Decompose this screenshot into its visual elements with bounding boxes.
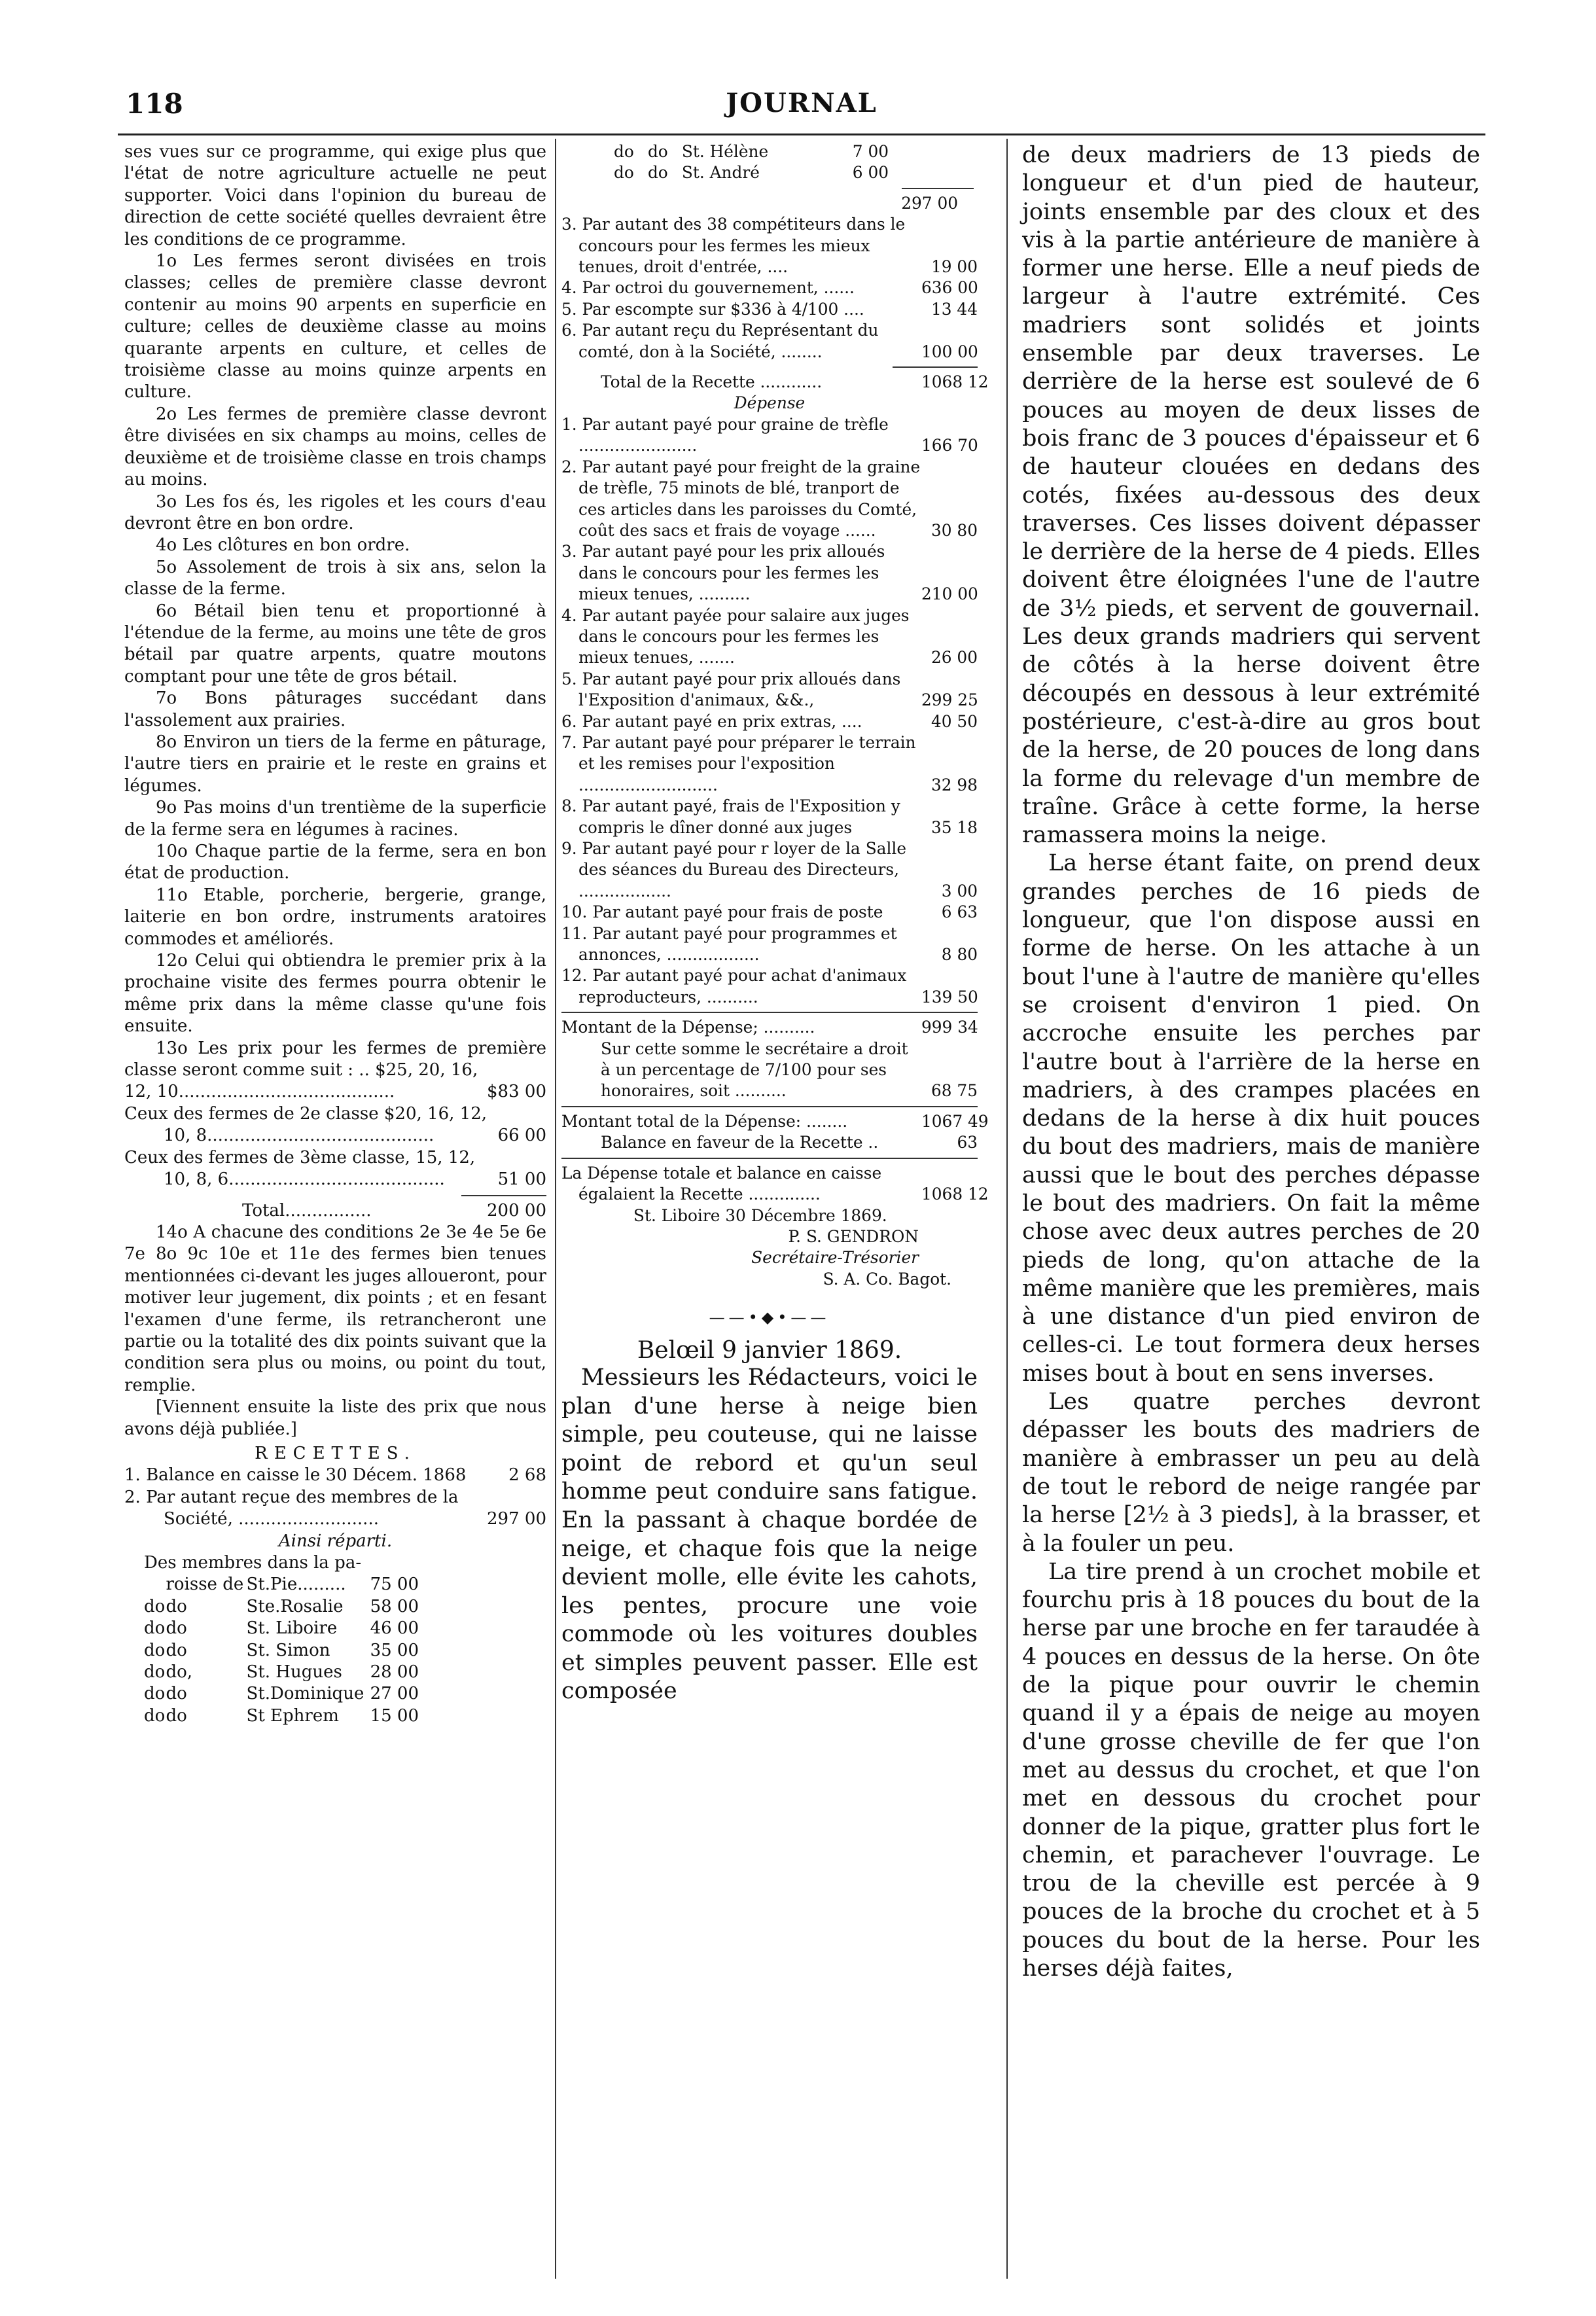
parish-subtotal: 297 00 bbox=[901, 193, 958, 213]
montant-row bbox=[561, 1017, 978, 1038]
parish-name: St. Simon bbox=[246, 1640, 330, 1660]
condition-4: 4o Les clôtures en bon ordre. bbox=[156, 535, 410, 556]
column-left bbox=[124, 141, 546, 1727]
balance-label: Balance en faveur de la Recette .. bbox=[601, 1133, 879, 1152]
prize-row bbox=[124, 1081, 546, 1103]
condition-14: 14o A chacune des conditions 2e 3e 4e 5e 6e 7e 8o 9c 10e et 11e des fermes bien tenues mentionnées ci-devant les juges alloueront, pour motiver leur jugement, dix points ; et en fesant l'examen d'une ferme, ils retrancheront une partie ou la totalité des dix points suivant que la condition sera plus ou moins, ou point du tout, remplie. bbox=[124, 1222, 546, 1395]
prize-label: Ceux des fermes de 2e classe $20, 16, 12, bbox=[124, 1103, 487, 1124]
recette-amount: 2 68 bbox=[508, 1465, 546, 1486]
recette-item bbox=[561, 214, 978, 277]
depense-item-amount: 40 50 bbox=[931, 711, 978, 731]
depense-item-label: 9. Par autant payé pour r loyer de la Salle des séances du Bureau des Directeurs, .................. bbox=[561, 839, 907, 900]
parish-row bbox=[614, 162, 889, 183]
depense-items bbox=[561, 414, 978, 1008]
depense-item-amount: 26 00 bbox=[931, 648, 978, 668]
parish-name: St.Pie......... bbox=[246, 1575, 346, 1595]
recette-label: 1. Balance en caisse le 30 Décem. 1868 bbox=[124, 1465, 467, 1486]
sum-rule bbox=[902, 188, 974, 189]
prize-amount: 51 00 bbox=[497, 1169, 546, 1190]
prize-total-label: Total................ bbox=[242, 1200, 372, 1220]
recette-item bbox=[561, 299, 978, 320]
ditto-mark: do bbox=[144, 1618, 166, 1639]
parish-row bbox=[144, 1596, 419, 1618]
recette-amount: 297 00 bbox=[487, 1509, 546, 1529]
depense-item-amount: 6 63 bbox=[941, 902, 978, 922]
ornament-divider: ——•◆•—— bbox=[709, 1308, 830, 1327]
ditto-mark: roisse de bbox=[166, 1575, 244, 1595]
recette-item-label: 4. Par octroi du gouvernement, ...... bbox=[561, 278, 855, 298]
depense-item-label: 6. Par autant payé en prix extras, .... bbox=[561, 711, 862, 731]
depense-item-amount: 35 18 bbox=[931, 817, 978, 837]
depense-item-amount: 32 98 bbox=[931, 775, 978, 794]
prize-total-amount: 200 00 bbox=[487, 1200, 546, 1220]
recette-row bbox=[124, 1465, 546, 1486]
prize-label: 10, 8, 6........................................ bbox=[164, 1169, 445, 1190]
parish-table bbox=[144, 1574, 419, 1727]
place-date: St. Liboire 30 Décembre 1869. bbox=[633, 1205, 887, 1225]
montant-amount: 999 34 bbox=[921, 1018, 978, 1037]
depense-item bbox=[561, 732, 978, 796]
column-divider-1 bbox=[555, 139, 556, 2279]
running-title: JOURNAL bbox=[726, 88, 878, 118]
signature-org: S. A. Co. Bagot. bbox=[823, 1269, 951, 1289]
montant-total-amount: 1067 49 bbox=[921, 1111, 989, 1131]
parish-amount: 27 00 bbox=[370, 1684, 419, 1704]
depense-item-label: 8. Par autant payé, frais de l'Exposition y compris le dîner donné aux juges bbox=[561, 796, 900, 837]
condition-1: 1o Les fermes seront divisées en trois classes; celles de première classe devront contenir au moins 90 arpents en superficie en culture; celles de deuxième classe au moins quarante arpents en culture, et celles de troisième classe au moins quinze arpents en culture. bbox=[124, 251, 546, 402]
condition-12: 12o Celui qui obtiendra le premier prix à la prochaine visite des fermes pourra obtenir le même prix dans la même classe qu'une fois ensuite. bbox=[124, 951, 546, 1037]
balance-row bbox=[561, 1132, 978, 1153]
recette-label: 2. Par autant reçue des membres de la bbox=[124, 1487, 459, 1507]
ditto-mark: do bbox=[166, 1684, 187, 1704]
recette-item-amount: 100 00 bbox=[921, 342, 978, 361]
depense-item-label: 12. Par autant payé pour achat d'animaux reproducteurs, .......... bbox=[561, 966, 907, 1007]
condition-2: 2o Les fermes de première classe devront être divisées en six champs au moins, celles de deuxième et de troisième classe en trois champs au moins. bbox=[124, 404, 546, 490]
parish-amount: 58 00 bbox=[370, 1596, 419, 1616]
prize-row bbox=[124, 1125, 546, 1147]
ditto-mark: do bbox=[166, 1618, 187, 1639]
paragraph: La tire prend à un crochet mobile et fourchu pris à 18 pouces du bout de la herse par une broche en fer taraudée à 4 pouces en dessus de la herse. On ôte de la pique pour ouvrir le chemin quand il y a épais de neige au moyen d'une grosse cheville de fer que l'on met au dessus du crochet, et que l'on met en dessous du crochet pour donner de la pique, gratter plus fort le chemin, et parachever l'ouvrage. Le trou de la cheville est percée à 9 pouces de la broche du crochet et à 5 pouces du bout de la herse. Pour les herses déjà faites, bbox=[1022, 1558, 1480, 1982]
ditto-mark: do bbox=[166, 1705, 187, 1726]
depense-item bbox=[561, 902, 978, 923]
depense-item bbox=[561, 414, 978, 457]
recette-item-amount: 636 00 bbox=[921, 278, 978, 298]
parish-row bbox=[144, 1662, 419, 1683]
prize-intro: 13o Les prix pour les fermes de première classe seront comme suit : .. $25, 20, 16, bbox=[124, 1038, 546, 1080]
recette-item bbox=[561, 277, 978, 298]
depense-item bbox=[561, 923, 978, 966]
depense-item bbox=[561, 605, 978, 669]
parish-amount: 6 00 bbox=[852, 163, 889, 183]
parish-name: St. Hugues bbox=[246, 1662, 342, 1683]
parish-name: St. Liboire bbox=[246, 1618, 338, 1639]
condition-5: 5o Assolement de trois à six ans, selon la classe de la ferme. bbox=[124, 557, 546, 599]
prize-row bbox=[124, 1169, 546, 1190]
prize-amount: $83 00 bbox=[487, 1082, 546, 1102]
parish-amount: 46 00 bbox=[370, 1618, 419, 1639]
ditto-mark bbox=[144, 1574, 166, 1595]
depense-item-label: 3. Par autant payé pour les prix alloués dans le concours pour les fermes les mieux tenues, .......... bbox=[561, 542, 885, 604]
condition-11: 11o Etable, porcherie, bergerie, grange, laiterie en bon ordre, instruments aratoires commodes et améliorés. bbox=[124, 885, 546, 949]
recette-item-label: 6. Par autant reçu du Représentant du comté, don à la Société, ........ bbox=[561, 321, 879, 361]
column-divider-2 bbox=[1006, 139, 1008, 2279]
signature-title: Secrétaire-Trésorier bbox=[751, 1248, 919, 1268]
parish-amount: 15 00 bbox=[370, 1705, 419, 1726]
montant-total-label: Montant total de la Dépense: ........ bbox=[561, 1111, 848, 1131]
recette-item bbox=[561, 320, 978, 363]
parish-amount: 75 00 bbox=[370, 1575, 419, 1595]
depense-item-amount: 299 25 bbox=[921, 690, 978, 710]
column-right bbox=[1022, 141, 1480, 1983]
condition-10: 10o Chaque partie de la ferme, sera en bon état de production. bbox=[124, 842, 546, 883]
paragraph: La herse étant faite, on prend deux grandes perches de 16 pieds de longueur, que l'on dispose aussi en forme de herse. On les attache à un bout l'une à l'autre de manière qu'elles se croisent d'environ 1 pied. On accroche ensuite les perches par l'autre bout à l'arrière de la herse en madriers, à des crampes placées en dedans de la herse à dix huit pouces du bout des madriers, mais de manière aussi que le bout des perches dépasse le bout des madriers. On fait la même chose avec deux autres perches de 20 pieds de long, qu'on attache de la même manière que les premières, mais à une distance d'un pied environ de celles-ci. Le tout formera deux herses mises bout à bout en sens inverses. bbox=[1022, 850, 1480, 1387]
condition-7: 7o Bons pâturages succédant dans l'assolement aux prairies. bbox=[124, 688, 546, 730]
ditto-mark: do bbox=[144, 1640, 166, 1660]
parish-row bbox=[144, 1640, 419, 1662]
recette-row bbox=[124, 1508, 546, 1530]
depense-item bbox=[561, 457, 978, 542]
sum-rule bbox=[461, 1195, 546, 1196]
ditto-mark: do bbox=[144, 1596, 166, 1616]
depense-item-amount: 8 80 bbox=[941, 945, 978, 965]
condition-3: 3o Les fos és, les rigoles et les cours d'eau devront être en bon ordre. bbox=[124, 491, 546, 533]
parish-row bbox=[144, 1705, 419, 1727]
page-header bbox=[118, 84, 1485, 131]
ditto-mark: do bbox=[647, 163, 668, 183]
total-recette-label: Total de la Recette ............ bbox=[601, 372, 823, 392]
editor-note: [Viennent ensuite la liste des prix que nous avons déjà publiée.] bbox=[124, 1397, 546, 1439]
full-rule bbox=[561, 1158, 978, 1159]
parish-name: Ste.Rosalie bbox=[246, 1596, 344, 1616]
depense-item-label: 10. Par autant payé pour frais de poste bbox=[561, 902, 883, 922]
ditto-mark: do, bbox=[166, 1662, 193, 1683]
depense-item-label: 4. Par autant payée pour salaire aux juges dans le concours pour les fermes les mieux tenues, ....... bbox=[561, 605, 910, 668]
conclusion-amount: 1068 12 bbox=[921, 1185, 989, 1204]
condition-9: 9o Pas moins d'un trentième de la superficie de la ferme sera en légumes à racines. bbox=[124, 798, 546, 840]
depense-item-label: 2. Par autant payé pour freight de la graine de trèfle, 75 minots de blé, tranport de ces articles dans les paroisses du Comté, coût des sacs et frais de voyage ...... bbox=[561, 457, 921, 540]
parish-name: St. André bbox=[681, 163, 760, 183]
sum-rule bbox=[893, 366, 978, 368]
prize-total-row bbox=[124, 1200, 546, 1222]
parish-row bbox=[144, 1574, 419, 1595]
parish-row bbox=[614, 141, 889, 162]
signature-name: P. S. GENDRON bbox=[788, 1226, 919, 1246]
parish-name: St. Hélène bbox=[681, 142, 769, 161]
full-rule bbox=[561, 1106, 978, 1107]
depense-item-label: 11. Par autant payé pour programmes et annonces, .................. bbox=[561, 923, 897, 965]
conclusion-row bbox=[561, 1163, 989, 1205]
parish-row bbox=[144, 1683, 419, 1705]
parish-amount: 7 00 bbox=[852, 142, 889, 161]
column-middle bbox=[561, 141, 989, 1706]
members-intro: Des membres dans la pa- bbox=[144, 1553, 362, 1573]
ditto-mark: do bbox=[166, 1596, 187, 1616]
prize-label: 12, 10........................................ bbox=[124, 1082, 395, 1102]
recette-item-label: 5. Par escompte sur $336 à 4/100 .... bbox=[561, 299, 864, 319]
parish-name: St Ephrem bbox=[246, 1705, 339, 1726]
ditto-mark: do bbox=[144, 1705, 166, 1726]
paragraph: Les quatre perches devront dépasser les bouts des madriers de manière à embrasser un peu au delà de tout le rebord de neige rangée par la herse [2½ à 3 pieds], à la brasser, et à la fouler un peu. bbox=[1022, 1389, 1480, 1557]
full-rule bbox=[561, 1012, 978, 1013]
recette-label: Société, .......................... bbox=[164, 1509, 379, 1529]
total-recette-row bbox=[561, 372, 989, 393]
depense-item bbox=[561, 669, 978, 711]
ditto-mark: do bbox=[144, 1684, 166, 1704]
parish-name: St.Dominique bbox=[246, 1684, 364, 1704]
depense-item-amount: 166 70 bbox=[921, 436, 978, 455]
recette-item-amount: 13 44 bbox=[931, 299, 978, 319]
parish-table-cont bbox=[614, 141, 889, 184]
depense-item-amount: 3 00 bbox=[941, 881, 978, 900]
secretary-row bbox=[561, 1039, 978, 1102]
total-recette-amount: 1068 12 bbox=[921, 372, 989, 392]
paragraph: ses vues sur ce programme, qui exige plus que l'état de notre agriculture actuelle ne peut supporter. Voici dans l'opinion du bureau de direction de cette société quelles devraient être les conditions de ce programme. bbox=[124, 142, 546, 249]
depense-item bbox=[561, 796, 978, 838]
prize-label: Ceux des fermes de 3ème classe, 15, 12, bbox=[124, 1147, 476, 1167]
letter-text: Messieurs les Rédacteurs, voici le plan d'une herse à neige bien simple, peu couteuse, qui ne laisse point de rebord et qu'un seul homme peut conduire sans fatigue. En la passant à chaque bordée de neige, et chaque fois que la neige devient molle, elle évite les cahots, les pentes, procure une voie commode où les voitures doubles et simples peuvent passer. Elle est composée bbox=[561, 1364, 978, 1705]
depense-item bbox=[561, 541, 978, 605]
depense-item-label: 7. Par autant payé pour préparer le terrain et les remises pour l'exposition ........................... bbox=[561, 732, 916, 794]
prize-label: 10, 8.......................................... bbox=[164, 1126, 434, 1146]
depense-heading: Dépense bbox=[734, 393, 806, 413]
ditto-mark: do bbox=[614, 163, 634, 183]
paragraph: de deux madriers de 13 pieds de longueur et d'un pied de hauteur, joints ensemble par des cloux et des vis à la partie antérieure de manière à former une herse. Elle a neuf pieds de largeur à l'autre extrémité. Ces madriers sont solidés et joints ensemble par deux traverses. Le derrière de la herse est soulevé de 6 pouces au moyen de deux lisses de bois franc de 3 pouces d'épaisseur et 6 de hauteur clouées en dedans des cotés, fixées au-dessous des deux traverses. Ces lisses doivent dépasser le derrière de la herse de 4 pieds. Elles doivent être éloignées l'une de l'autre de 3½ pieds, et servent de gouvernail. Les deux grands madriers qui servent de côtés à la herse doivent être découpés en dessous à leur extrémité postérieure, c'est-à-dire au gros bout de la herse, de 20 pouces de long dans la forme du relevage d'un membre de traîne. Grâce à cette forme, la herse ramassera moins la neige. bbox=[1022, 142, 1480, 849]
prize-amount: 66 00 bbox=[497, 1126, 546, 1146]
ditto-mark: do bbox=[614, 142, 634, 161]
parish-row bbox=[144, 1618, 419, 1639]
ditto-mark: do bbox=[647, 142, 668, 161]
condition-8: 8o Environ un tiers de la ferme en pâturage, l'autre tiers en prairie et le reste en grains et légumes. bbox=[124, 732, 546, 796]
letter-body bbox=[561, 1364, 978, 1706]
header-rule bbox=[118, 134, 1485, 135]
page-number: 118 bbox=[126, 88, 183, 120]
parish-amount: 28 00 bbox=[370, 1662, 419, 1683]
recette-item-amount: 19 00 bbox=[931, 257, 978, 277]
parish-amount: 35 00 bbox=[370, 1640, 419, 1660]
recettes-heading: RECETTES. bbox=[255, 1443, 416, 1463]
balance-amount: 63 bbox=[957, 1133, 978, 1152]
recette-items bbox=[561, 214, 978, 363]
letter-dateline: Belœil 9 janvier 1869. bbox=[637, 1336, 902, 1364]
montant-label: Montant de la Dépense; .......... bbox=[561, 1018, 815, 1037]
depense-item-amount: 139 50 bbox=[921, 987, 978, 1007]
depense-item bbox=[561, 965, 978, 1008]
conclusion-label: La Dépense totale et balance en caisse égalaient la Recette .............. bbox=[561, 1163, 882, 1204]
depense-item bbox=[561, 838, 978, 902]
depense-item-label: 5. Par autant payé pour prix alloués dans l'Exposition d'animaux, &&., bbox=[561, 669, 901, 710]
depense-item-label: 1. Par autant payé pour graine de trèfle ....................... bbox=[561, 414, 889, 455]
recette-item-label: 3. Par autant des 38 compétiteurs dans le concours pour les fermes les mieux tenues, droit d'entrée, .... bbox=[561, 215, 906, 277]
secretary-label: Sur cette somme le secrétaire a droit à un percentage de 7/100 pour ses honoraires, soit .......... bbox=[601, 1039, 908, 1101]
depense-item-amount: 210 00 bbox=[921, 584, 978, 604]
montant-total-row bbox=[561, 1111, 989, 1132]
ditto-mark: do bbox=[166, 1640, 187, 1660]
depense-item-amount: 30 80 bbox=[931, 520, 978, 540]
ditto-mark: do bbox=[144, 1662, 166, 1683]
depense-item bbox=[561, 711, 978, 732]
condition-6: 6o Bétail bien tenu et proportionné à l'étendue de la ferme, au moins une tête de gros bétail par quatre arpents, quatre moutons comptant pour une tête de gros bétail. bbox=[124, 601, 546, 686]
secretary-amount: 68 75 bbox=[931, 1081, 978, 1101]
ainsi-reparti: Ainsi réparti. bbox=[278, 1531, 393, 1551]
